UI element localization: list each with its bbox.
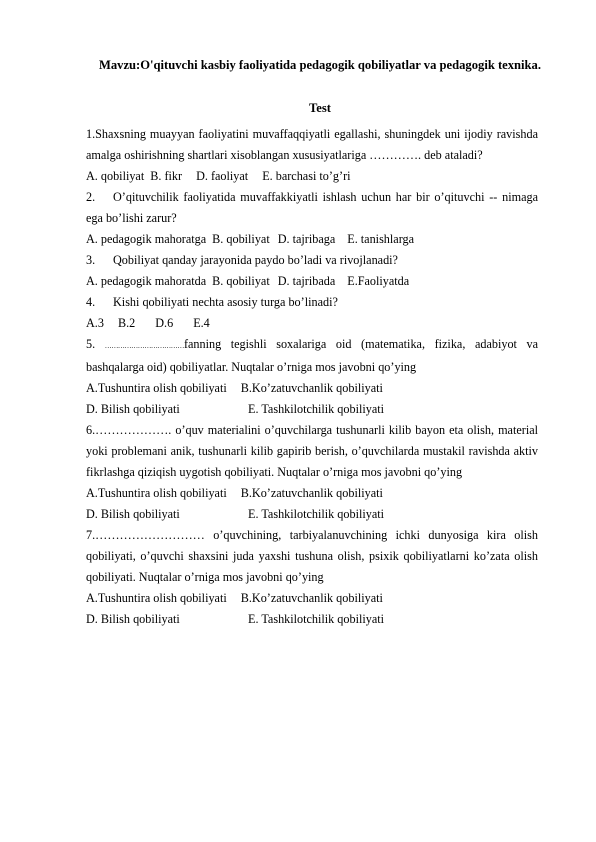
option-a: A. qobiliyat (86, 169, 145, 183)
option-e: E. tanishlarga (347, 232, 415, 246)
option-d: D. Bilish qobiliyati (86, 612, 180, 626)
option-a: A.Tushuntira olish qobiliyati (86, 486, 227, 500)
question-7 (86, 525, 538, 588)
option-d: D. tajribada (277, 274, 336, 288)
question-6-options-row-1 (86, 483, 538, 504)
question-7-options-row-1 (86, 588, 538, 609)
option-e: E. Tashkilotchilik qobiliyati (248, 612, 385, 626)
option-d: D. Bilish qobiliyati (86, 507, 180, 521)
option-b: B. qobiliyat (212, 232, 270, 246)
option-b: B. qobiliyat (212, 274, 270, 288)
question-text: Shaxsning muayyan faoliyatini muvaffaqqiyatli egallashi, shuningdek uni ijodiy ravishda amalga oshirishning shartlari xisoblangan xususiyatlariga …………. deb ataladi? (86, 127, 538, 162)
option-d: D.6 (155, 316, 174, 330)
question-text: Kishi qobiliyati nechta asosiy turga bo’linadi? (113, 295, 338, 309)
option-b: B.Ko’zatuvchanlik qobiliyati (240, 381, 383, 395)
question-3-options (86, 271, 538, 292)
document-title: Mavzu:O'qituvchi kasbiy faoliyatida pedagogik qobiliyatlar va pedagogik texnika. (98, 58, 542, 72)
question-number: 4. (86, 295, 96, 309)
option-b: B.Ko’zatuvchanlik qobiliyati (240, 591, 383, 605)
answer-blank: ………………. (95, 423, 172, 437)
question-text: fanning tegishli soxalariga oid (matematika, fizika, adabiyot va bashqalarga oid) qobiliyatlar. Nuqtalar o’rniga mos javobni qo’ying (86, 337, 539, 374)
option-e: E. barchasi to’g’ri (262, 169, 351, 183)
question-2 (86, 187, 538, 229)
question-2-options (86, 229, 538, 250)
question-text: O’qituvchilik faoliyatida muvaffakkiyatli ishlash uchun har bir o’qituvchi -- nimaga ega bo’lishi zarur? (86, 190, 538, 225)
answer-blank: ……………………… (95, 528, 205, 542)
question-text: o’quvchining, tarbiyalanuvchining ichki dunyosiga kira olish qobiliyati, o’quvchi shaxsini juda yaxshi tushuna olish, psixik qobiliyatlarni ko’zata olish qobiliyati. Nuqtalar o’rniga mos javobni qo’ying (86, 528, 538, 584)
question-number: 1. (86, 127, 96, 141)
option-d: D. tajribaga (277, 232, 336, 246)
question-number: 6. (86, 423, 96, 437)
option-e: E.4 (193, 316, 210, 330)
question-4-options (86, 313, 538, 334)
question-3 (86, 250, 538, 271)
option-a: A. pedagogik mahoratda (86, 274, 207, 288)
question-5-options-row-1 (86, 378, 538, 399)
question-5-options-row-2 (86, 399, 538, 420)
option-a: A.3 (86, 316, 104, 330)
question-text: o’quv materialini o’quvchilarga tushunarli kilib bayon eta olish, material yoki problemani anik, tushunarli kilib gapirib berish, o’quvchilarda mustakil ravishda aktiv fikrlashga qiziqish uygotish qobiliyati. Nuqtalar o’rniga mos javobni qo’ying (86, 423, 539, 479)
question-1 (86, 124, 538, 166)
option-b: B.2 (117, 316, 136, 330)
question-5 (86, 334, 538, 378)
option-a: A.Tushuntira olish qobiliyati (86, 381, 227, 395)
question-6-options-row-2 (86, 504, 538, 525)
question-6 (86, 420, 538, 483)
question-text: Qobiliyat qanday jarayonida paydo bo’ladi va rivojlanadi? (113, 253, 398, 267)
question-7-options-row-2 (86, 609, 538, 630)
option-d: D. Bilish qobiliyati (86, 402, 180, 416)
option-a: A.Tushuntira olish qobiliyati (86, 591, 227, 605)
option-e: E. Tashkilotchilik qobiliyati (248, 402, 385, 416)
document-subtitle: Test (309, 101, 331, 115)
question-number: 7. (86, 528, 96, 542)
option-b: B. fikr (150, 169, 183, 183)
question-number: 3. (86, 253, 96, 267)
question-1-options (86, 166, 538, 187)
question-number: 2. (86, 190, 96, 204)
option-a: A. pedagogik mahoratga (86, 232, 207, 246)
option-b: B.Ko’zatuvchanlik qobiliyati (240, 486, 383, 500)
question-number: 5. (86, 337, 96, 351)
option-e: E. Tashkilotchilik qobiliyati (248, 507, 385, 521)
answer-blank: ……………………………… (104, 342, 184, 350)
option-d: D. faoliyat (196, 169, 249, 183)
test-questions (86, 124, 538, 630)
option-e: E.Faoliyatda (347, 274, 410, 288)
question-4 (86, 292, 538, 313)
